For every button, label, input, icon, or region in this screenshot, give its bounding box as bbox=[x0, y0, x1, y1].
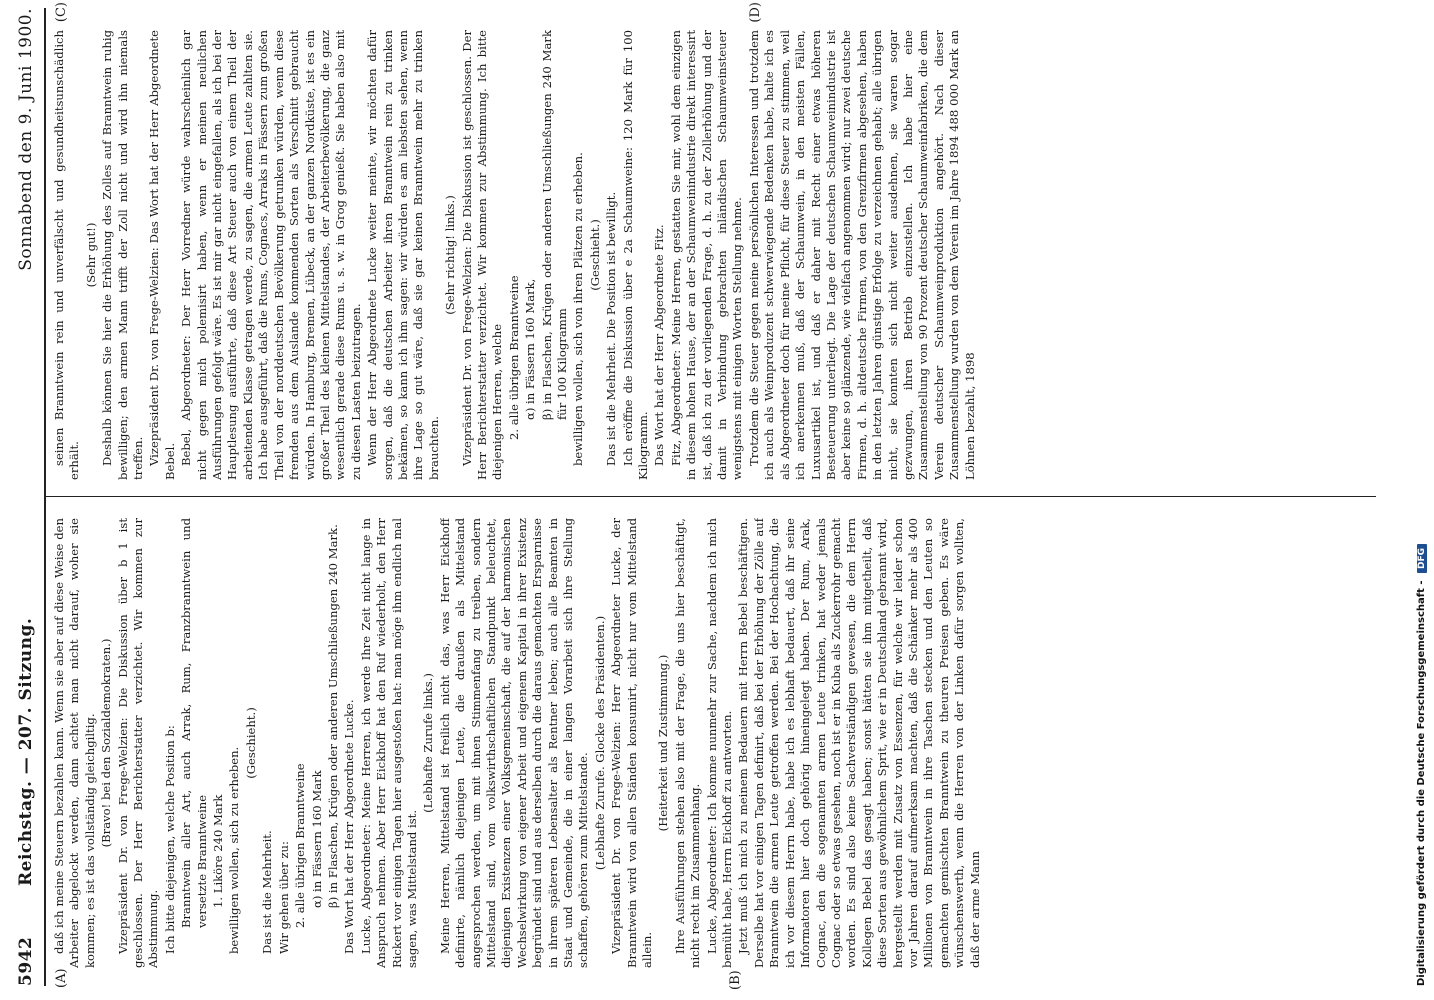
digitization-credit bbox=[1416, 6, 1434, 986]
column-divider bbox=[46, 496, 1376, 497]
interjection: (Lebhafte Zurufe links.) bbox=[421, 673, 436, 813]
paragraph: Deshalb können Sie hier die Erhöhung des Zolles auf Branntwein ruhig bewilligen; den armen Mann trifft der Zoll nicht und wird ihn niemals treffen. bbox=[100, 30, 146, 480]
header-rule bbox=[44, 8, 46, 986]
paragraph: Lucke, Abgeordneter: Ich komme nunmehr zur Sache, nachdem ich mich bemüht habe, Herrn Eickhoff zu antworten. bbox=[704, 518, 735, 968]
right-column bbox=[52, 30, 1372, 480]
paragraph: Ihre Ausführungen stehen also mit der Frage, die uns hier beschäftigt, nicht recht im Zusammenhang. bbox=[672, 518, 703, 968]
paragraph: Vizepräsident Dr. von Frege-Welzien: Die Diskussion ist geschlossen. Der Herr Berichterstatter verzichtet. Wir kommen zur Abstimmung. Ich bitte diejenigen Herren, welche bbox=[459, 30, 505, 480]
paragraph: seinen Branntwein rein und unverfälscht und gesundheitsunschädlich erhält. bbox=[52, 30, 82, 480]
margin-marker-b: (B) bbox=[728, 970, 743, 990]
interjection: (Heiterkeit und Zustimmung.) bbox=[656, 654, 671, 832]
list-item: 1. Liköre 240 Mark bbox=[211, 794, 226, 908]
page-title: Reichstag. — 207. Sitzung. bbox=[16, 617, 36, 886]
margin-marker-d: (D) bbox=[748, 2, 763, 23]
list-item: α) in Fässern 160 Mark, bbox=[523, 278, 538, 420]
page-date: Sonnabend den 9. Juni 1900. bbox=[16, 8, 36, 271]
interjection: (Sehr richtig! links.) bbox=[443, 195, 458, 315]
list-item: β) in Flaschen, Krügen oder anderen Umschließungen 240 Mark für 100 Kilogramm bbox=[539, 30, 569, 420]
paragraph: Das ist die Mehrheit. Die Position ist bewilligt. bbox=[604, 191, 619, 466]
paragraph: Meine Herren, Mittelstand ist freilich nicht das, was Herr Eickhoff definirte, nämlich diejenigen Leute, die draußen als Mittelstand angesprochen werden, um mit ihnen Stimmenfang zu treiben, sondern Mittelstand sind, vom volkswirthschaftlichen Standpunkt beleuchtet, diejenigen Existenzen einer Volksgemeinschaft, die auf der harmonischen Wechselwirkung von eigener Arbeit und eigenem Kapital in ihrer Existenz begründet sind und aus derselben durch die daraus gemachten Ersparnisse in ihrem späteren Lebensalter als Rentner leben; auch alle Beamten in Staat und Gemeinde, die in einer langen Vorarbeit sich ihre Stellung schaffen, gehören zum Mittelstande. bbox=[437, 518, 591, 968]
paragraph: Jetzt muß ich mich zu meinem Bedauern mit Herrn Bebel beschäftigen. Derselbe hat vor einigen Tagen definirt, daß bei der Erhöhung der Zölle auf Branntwein die armen Leute getroffen werden. Bei der Hochachtung, die ich vor diesem Herrn habe, habe ich es lebhaft bedauert, daß ihr seine Informatoren hier doch gehörig hineingelegt haben. Der Rum, Arak, Cognac, den die sogenannten armen Leute trinken, hat weder jemals Cognac oder so etwas gesehen, noch ist er in Kuba als Zuckerrohr gemacht worden. Es sind also keine Sachverständigen gewesen, die dem Herrn Kollegen Bebel das gesagt haben; sonst hätten sie ihm mitgetheilt, daß diese Sorten aus gewöhnlichem Sprit, wie er in Deutschland gebrannt wird, hergestellt werden mit Zusatz von Essenzen, für welche wir leider schon vor Jahren darauf aufmerksam machten, daß die Schänker mehr als 400 Millionen von Branntwein in ihre Taschen stecken und den Leuten so gemachten gemischten Branntwein zu theuren Preisen geben. Es wäre wünschenswerth, wenn die Herren von der Linken dafür sorgen wollten, daß der arme Mann bbox=[736, 518, 982, 968]
paragraph: Vizepräsident Dr. von Frege-Welzien: Herr Abgeordneter Lucke, der Branntwein wird von allen Ständen konsumirt, nicht nur vom Mittelstand allein. bbox=[609, 518, 655, 968]
dfg-logo: DFG bbox=[1417, 544, 1427, 573]
interjection: (Bravo! bei den Sozialdemokraten.) bbox=[99, 638, 114, 848]
paragraph: Ich eröffne die Diskussion über e 2a Schaumweine: 120 Mark für 100 Kilogramm. bbox=[620, 30, 651, 480]
paragraph: Fitz, Abgeordneter: Meine Herren, gestatten Sie mir, wohl dem einzigen in diesem hohen Hause, der an der Schaumweinindustrie direkt interessirt ist, daß ich zu der vorliegenden Frage, d. h. zu der Zollerhöhung und der damit in Verbindung gebrachten inländischen Schaumweinsteuer wenigstens mit einigen Worten Stellung nehme. bbox=[668, 30, 745, 480]
paragraph: Trotzdem die Steuer gegen meine persönlichen Interessen und trotzdem ich auch als Weinproduzent schwerwiegende Bedenken habe, halte ich es als Abgeordneter doch für meine Pflicht, für diese Steuer zu stimmen, weil ich anerkennen muß, daß der Schaumwein, in den meisten Fällen, Luxusartikel ist, und daß er daher mit Recht einer etwas höheren Besteuerung unterliegt. Die Lage der deutschen Schaumweinindustrie ist aber keine so glänzende, wie vielfach angenommen wird; nur zwei deutsche Firmen, d. h. altdeutsche Firmen, von den Grenzfirmen abgesehen, haben in den letzten Jahren günstige Erfolge zu verzeichnen gehabt; alle übrigen nicht, sie konnten sich nicht weiter ausdehnen, sie waren sogar gezwungen, ihren Betrieb einzustellen. Ich habe hier eine Zusammenstellung von 90 Prozent deutscher Schaumweinfabriken, die dem Verein deutscher Schaumweinproduktion angehört. Nach dieser Zusammenstellung wurden von dem Verein im Jahre 1894 488 000 Mark an Löhnen bezahlt, 1898 bbox=[746, 30, 977, 480]
paragraph: Vizepräsident Dr. von Frege-Welzien: Die Diskussion über b 1 ist geschlossen. Der Herr Berichterstatter verzichtet. Wir kommen zur Abstimmung. bbox=[115, 518, 161, 968]
list-item: β) in Flaschen, Krügen oder anderen Umschließungen 240 Mark. bbox=[325, 524, 340, 908]
paragraph: Ich bitte diejenigen, welche Position b: bbox=[162, 725, 177, 954]
credit-text: Digitalisierung gefördert durch die Deutsche Forschungsgemeinschaft - bbox=[1416, 580, 1427, 986]
paragraph: Vizepräsident Dr. von Frege-Welzien: Das Wort hat der Herr Abgeordnete Bebel. bbox=[147, 30, 177, 480]
paragraph: Das Wort hat der Herr Abgeordnete Lucke. bbox=[342, 699, 357, 954]
paragraph: daß ich meine Steuern bezahlen kann. Wenn sie aber auf diese Weise den Arbeiter abgelockt werden, dann achtet man nicht darauf, woher sie kommen; es ist das vollständig gleichgiltig. bbox=[52, 518, 97, 968]
paragraph: Das ist die Mehrheit. bbox=[260, 830, 275, 954]
interjection: (Sehr gut!) bbox=[83, 222, 98, 288]
left-column bbox=[52, 518, 1372, 968]
margin-marker-a: (A) bbox=[54, 968, 69, 988]
list-item: 2. alle übrigen Branntweine bbox=[506, 275, 521, 440]
margin-marker-c: (C) bbox=[54, 2, 69, 23]
interjection: (Geschieht.) bbox=[243, 707, 258, 779]
interjection: (Lebhafte Zurufe. Glocke des Präsidenten.) bbox=[592, 615, 607, 871]
page-header bbox=[12, 8, 42, 986]
interjection: (Geschieht.) bbox=[587, 219, 602, 291]
paragraph: Wir gehen über zu: bbox=[276, 841, 291, 954]
list-item: α) in Fässern 160 Mark bbox=[309, 770, 324, 908]
paragraph: bewilligen wollen, sich von ihren Plätzen zu erheben. bbox=[571, 152, 586, 466]
list-item: Branntwein aller Art, auch Arrak, Rum, Franzbranntwein und versetzte Branntweine bbox=[179, 518, 209, 928]
list-item: 2. alle übrigen Branntweine bbox=[293, 763, 308, 928]
paragraph: Bebel, Abgeordneter: Der Herr Vorredner würde wahrscheinlich gar nicht gegen mich polemisirt haben, wenn er meinen neulichen Ausführungen gefolgt wäre. Es ist mir gar nicht eingefallen, als ich bei der Hauptlesung ausführte, daß diese Art Steuer auch von einem Theil der arbeitenden Klasse getragen werde, zu sagen, die armen Leute zahlten sie. Ich habe ausgeführt, daß die Rums, Cognacs, Arraks in Fässern zum großen Theil von der norddeutschen Bevölkerung getrunken würden, wenn diese fremden aus dem Auslande kommenden Sorten als Verschnitt gebraucht würden. In Hamburg, Bremen, Lübeck, an der ganzen Nordküste, ist es ein großer Theil des kleinen Mittelstandes, der Arbeiterbevölkerung, die ganz wesentlich gerade diese Rums u. s. w. in Grog genießt. Sie haben also mit zu diesen Lasten beizutragen. bbox=[179, 30, 363, 480]
paragraph: Lucke, Abgeordneter: Meine Herren, ich werde Ihre Zeit nicht lange in Anspruch nehmen. Aber Herr Eickhoff hat den Ruf wiederholt, den Herr Rickert vor einigen Tagen hier ausgestoßen hat: man möge ihm endlich mal sagen, was Mittelstand ist. bbox=[358, 518, 419, 968]
paragraph: bewilligen wollen, sich zu erheben. bbox=[227, 746, 242, 954]
page-number: 5942 bbox=[16, 936, 36, 986]
rotated-page bbox=[8, 2, 1388, 990]
paragraph: Das Wort hat der Herr Abgeordnete Fitz. bbox=[652, 224, 667, 466]
paragraph: Wenn der Herr Abgeordnete Lucke weiter meinte, wir möchten dafür sorgen, daß die deutschen Arbeiter ihren Branntwein rein zu trinken bekämen, so kann ich ihm sagen: wir würden es am liebsten sehen, wenn ihre Lage so gut wäre, daß sie gar keinen Branntwein mehr zu trinken brauchten. bbox=[365, 30, 441, 480]
